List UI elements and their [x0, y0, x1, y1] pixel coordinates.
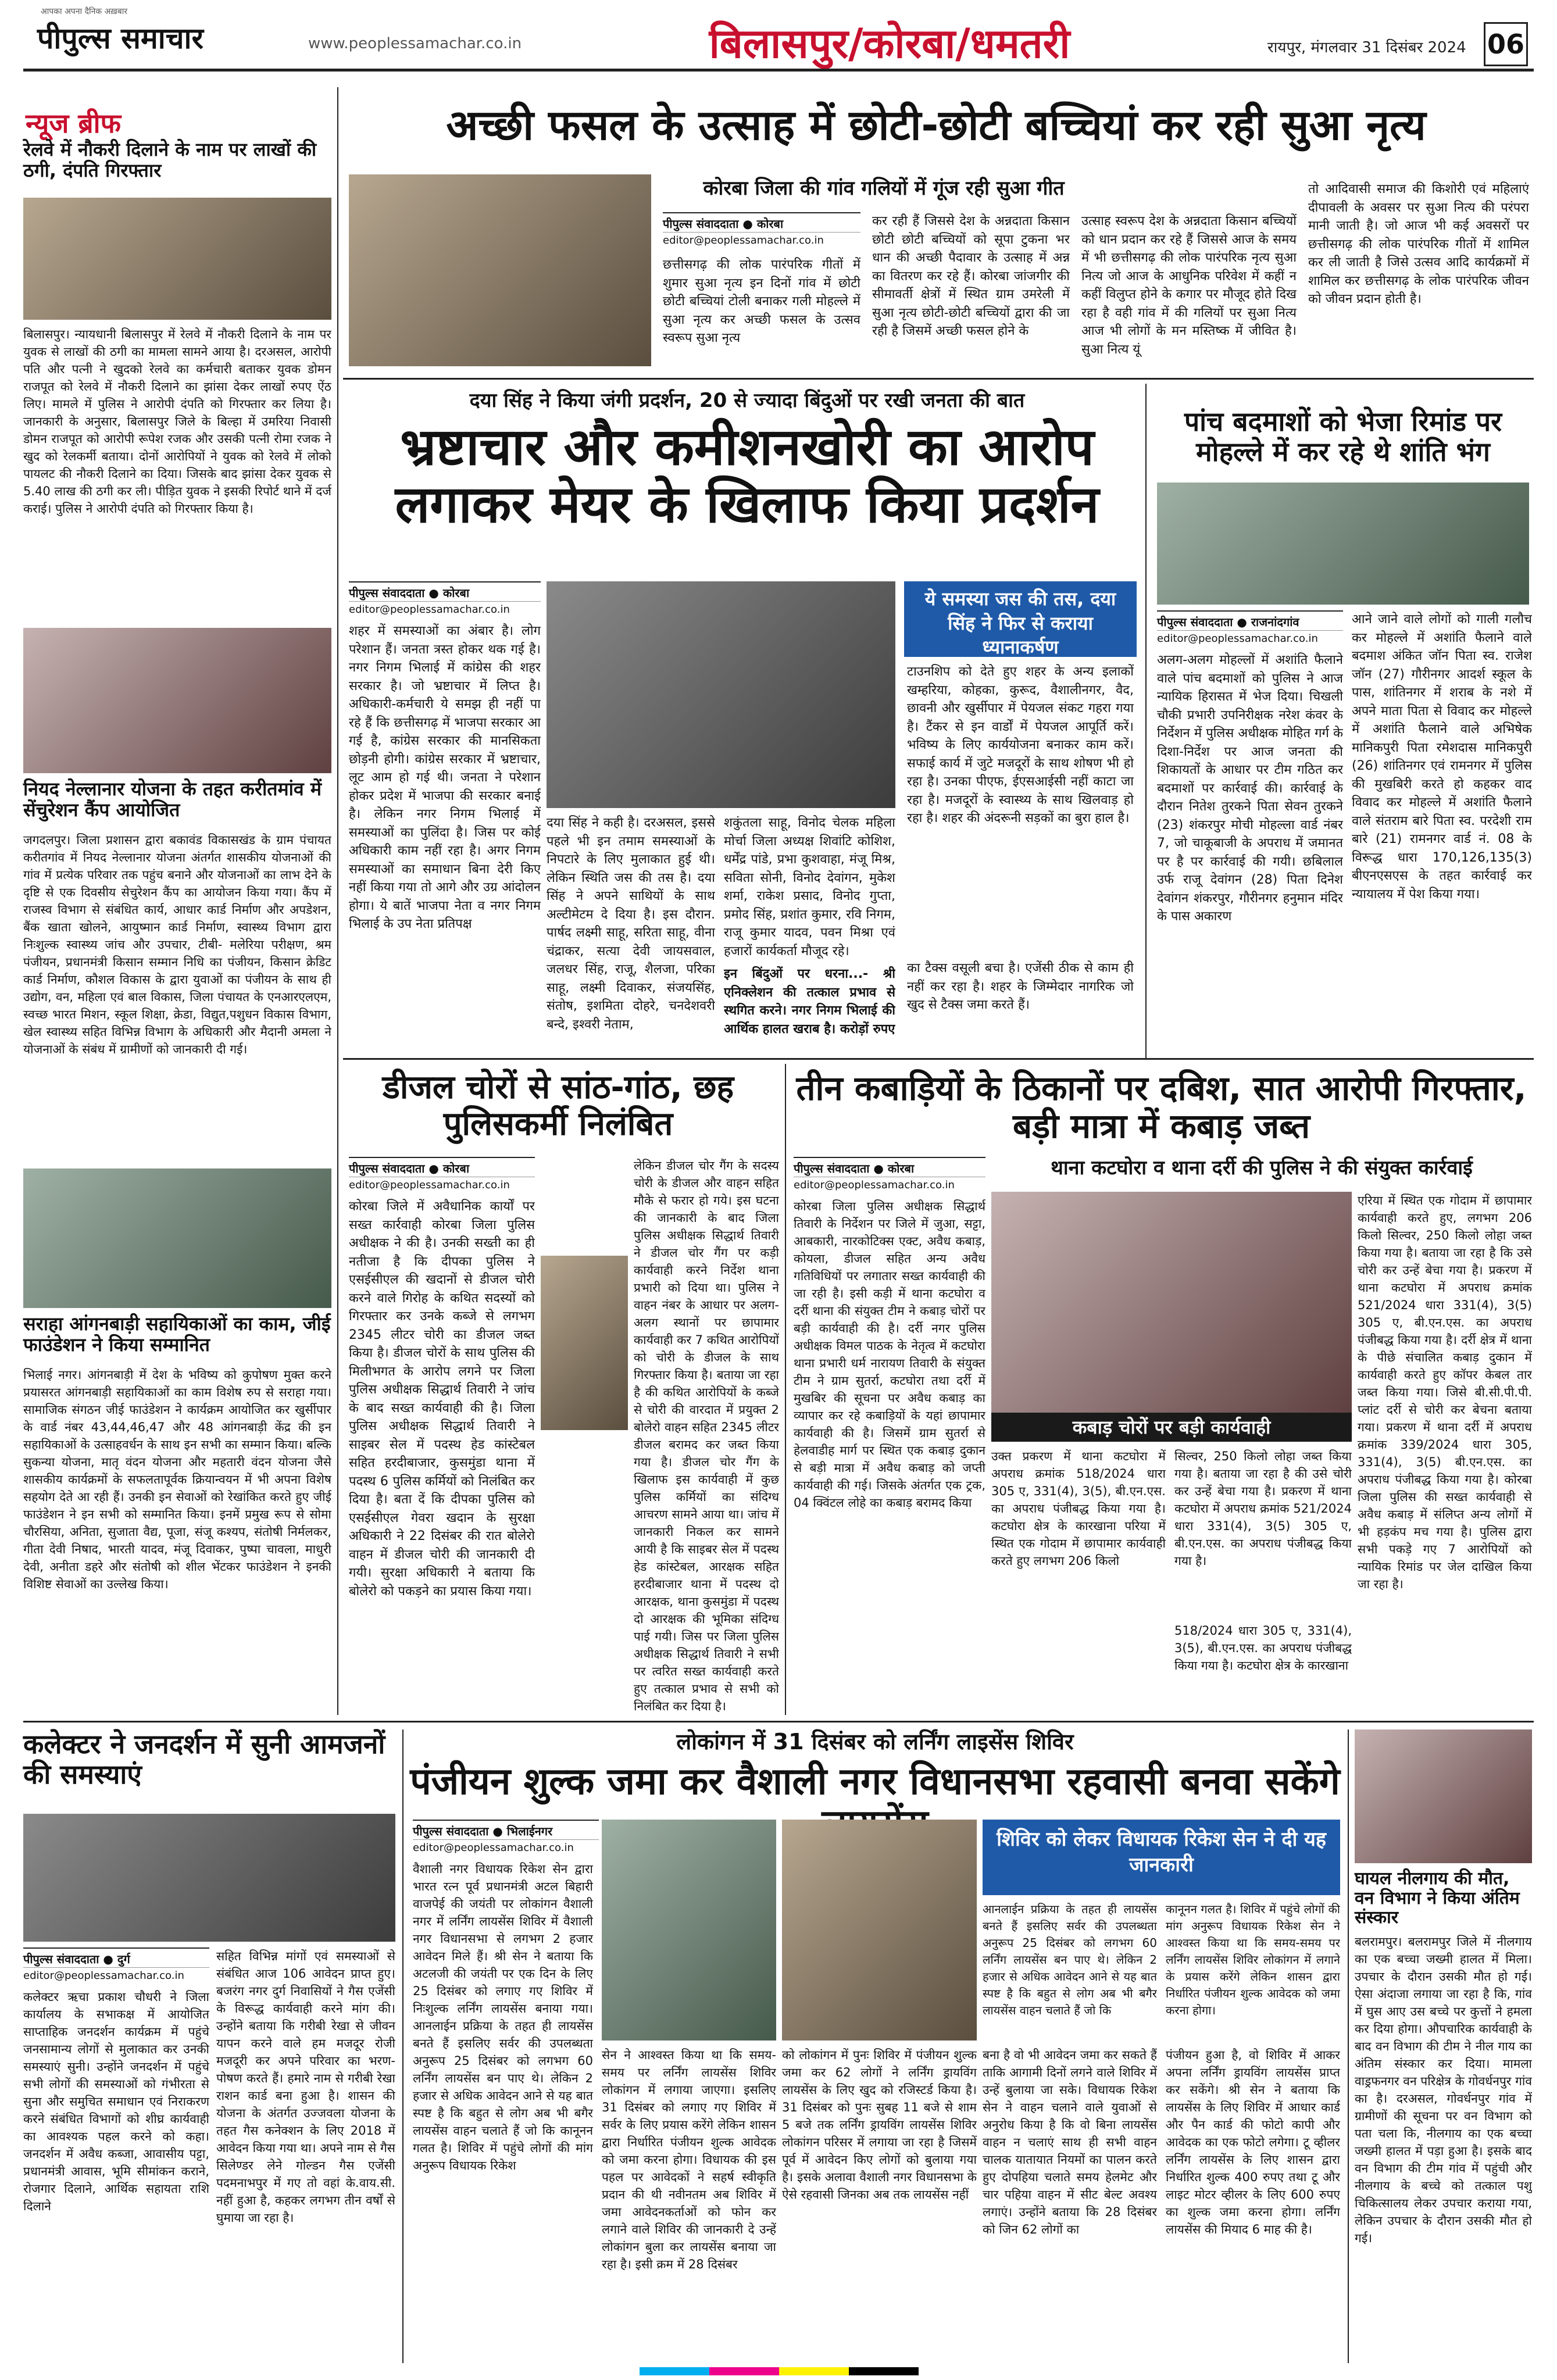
page-number: 06 — [1484, 22, 1528, 66]
masthead-logo-text: पीपुल्स समाचार — [37, 22, 203, 55]
diesel-byline-text: पीपुल्स संवाददाता ● कोरबा — [349, 1162, 470, 1175]
s4-col1: कलेक्टर ऋचा प्रकाश चौधरी ने जिला कार्यालय के सभाकक्ष में आयोजित साप्ताहिक जनदर्शन कार्यक्रम में पहुंचे जनसामान्य लोगों से मुलाकात कर उनकी समस्याएं सुनी। उन्होंने जनदर्शन में पहुंचे सभी लोगों की समस्याओं को गंभीरता से सुना और समुचित समाधान एवं निराकरण करने संबंधित विभागों को शीघ्र कार्यवाही का आवश्यक पहल करने को कहा। जनदर्शन में अवैध कब्जा, आवासीय पट्टा, प्रधानमंत्री आवास, भूमि सीमांकन कराने, रोजगार दिलाने, आर्थिक सहायता राशि दिलाने — [23, 1990, 209, 2213]
masthead — [0, 0, 1557, 70]
s3-photo — [23, 1168, 331, 1308]
top-col4: तो आदिवासी समाज की किशोरी एवं महिलाएं दीपावली के अवसर पर सुआ नित्य की परंपरा मानी जाती है। जो आज भी कई अवसरों पर छत्तीसगढ़ की लोक पारंपरिक गीतों में शामिल कर ली जाती है जिसे उत्सव आदि कार्यक्रमों में शामिल कर छत्तीसगढ़ के लोक पारंपरिक जीवन को जीवन प्रदान होती है। — [1308, 182, 1529, 306]
kabad-byline — [794, 1157, 985, 1193]
diesel-headline: डीजल चोरों से सांठ-गांठ, छह पुलिसकर्मी निलंबित — [382, 1069, 734, 1143]
kabad-subhead: थाना कटघोरा व थाना दर्री की पुलिस ने की संयुक्त कार्रवाई — [1051, 1156, 1473, 1180]
top-byline — [663, 212, 860, 249]
license-byline — [413, 1820, 599, 1856]
lead-byline — [349, 581, 541, 618]
bottom-rule — [23, 1721, 1534, 1723]
license-col4: बना है वो भी आवेदन जमा कर सकते हैं ताकि आगामी दिनों लगने वाले शिविर में उन्हें बुलाया जा सके। विधायक रिकेश सेन ने वाहन चलाने वाले युवाओं से अनुरोध किया है कि वो बिना लायसेंस वाहन न चलाएं साथ ही सभी वाहन चालक यातायात नियमों का पालन करते हुए दोपहिया चलाते समय हेलमेट और चार पहिया वाहन में सीट बेल्ट अवश्य लगाएं। उन्होंने बताया कि 28 दिसंबर को जिन 62 लोगों का — [983, 2048, 1157, 2236]
s1-photo — [23, 198, 331, 320]
s4-col2: सहित विभिन्न मांगों एवं समस्याओं से संबंधित आज 106 आवेदन प्राप्त हुए। बजरंग नगर दुर्ग निवासियों ने गैस एजेंसी के विरूद्ध कार्यवाही करने मांग की। उन्होंने बताया कि गरीबी रेखा से जीवन यापन करने वाले हम मजदूर रोजी मजदूरी कर अपने परिवार का भरण-पोषण करते हैं। हमारे नाम से गरीबी रेखा राशन कार्ड बना हुआ है। शासन की योजना के अंतर्गत उज्जवला योजना के तहत गैस कनेक्शन के लिए 2018 में आवेदन किया गया था। अपने नाम से गैस सिलेण्डर लेने गोल्डन गैस एजेंसी पदमनाभपुर में गए तो वहां के.वाय.सी. नहीं हुआ है, कहकर लगभग तीन वर्षों से घुमाया जा रहा है। — [216, 1949, 395, 2225]
top-email: editor@peoplessamachar.co.in — [663, 232, 860, 249]
rimand-col2: आने जाने वाले लोगों को गाली गलौच कर मोहल्ले में अशांति फैलाने वाले बदमाश अंकित जॉन पिता स्व. राजेश जॉन (27) गौरीनगर आदर्श स्कूल के पास, शांतिनगर में शराब के नशे में अपने माता पिता से विवाद कर मोहल्ले में अशांति फैलाने वाले अभिषेक मानिकपुरी पिता रमेशदास मानिकपुरी (26) शांतिनगर एवं रामनगर में पुलिस की मुखबिरी करते हो कहकर वाद विवाद कर मोहल्ले में अशांति फैलाने वाले संतराम बारे पिता स्व. परदेशी राम बारे (21) रामनगर वार्ड नं. 08 के विरूद्ध धारा 170,126,135(3) बीएनएसएस के तहत कार्रवाई कर न्यायालय में पेश किया गया। — [1352, 612, 1532, 902]
lead-col3: शकुंतला साहू, विनोद चेलक महिला मोर्चा जिला अध्यक्ष शिवांटि कोशिश, धर्मेंद्र पांडे, प्रभा कुशवाहा, मंजू मिश्र, सविता सोनी, विनोद देवांगन, मुकेश शर्मा, राकेश प्रसाद, विनोद गुप्ता, प्रमोद सिंह, प्रशांत कुमार, रवि निगम, राजू कुमार यादव, पवन मिश्रा एवं हजारों कार्यकर्ता मौजूद रहे। — [724, 816, 895, 959]
news-brief-label — [26, 105, 121, 141]
kabad-banner: कबाड़ चोरों पर बड़ी कार्यवाही — [991, 1413, 1352, 1442]
masthead-website: www.peoplessamachar.co.in — [308, 35, 522, 52]
s4-email: editor@peoplessamachar.co.in — [23, 1967, 209, 1984]
lead-kicker: दया सिंह ने किया जंगी प्रदर्शन, 20 से ज्यादा बिंदुओं पर रखी जनता की बात — [469, 389, 1025, 412]
nilgay-headline: घायल नीलगाय की मौत, वन विभाग ने किया अंतिम संस्कार — [1355, 1868, 1520, 1928]
license-boxcol2: कानूनन गलत है। शिविर में पहुंचे लोगों की मांग अनुरूप विधायक रिकेश सेन ने आश्वस्त किया था कि समय-समय पर लर्निंग लायसेंस शिविर लोकांगन में लगाने के प्रयास करेंगे लेकिन शासन द्वारा निर्धारित पंजीयन शुल्क आवेदक को जमा करना होगा। — [1166, 1902, 1340, 2017]
mid-rule — [343, 1058, 1534, 1060]
s4-photo — [23, 1814, 395, 1942]
kabad-col1: कोरबा जिला पुलिस अधीक्षक सिद्धार्थ तिवारी के निर्देशन पर जिले में जुआ, सट्टा, आबकारी, नारकोटिक्स एक्ट, अवैध कबाड़, कोयला, डीजल सहित अन्य अवैध गतिविधियों पर लगातार सख्त कार्यवाही की जा रही है। इसी कड़ी में थाना कटघोरा व दर्री थाना की संयुक्त टीम ने कबाड़ चोरों पर बड़ी कार्यवाही की है। दर्री नगर पुलिस अधीक्षक विमल पाठक के नेतृत्व में कटघोरा थाना प्रभारी धर्म नारायण तिवारी के संयुक्त टीम ने ग्राम सुतर्रा, कटघोरा तथा दर्री में मुखबिर की सूचना पर अवैध कबाड़ का व्यापार कर रहे कबाड़ियों के यहां छापामार कार्यवाही की है। जिसमें ग्राम सुतर्रा से हेलवाडीह मार्ग पर स्थित एक कबाड़ दुकान से बड़ी मात्रा में अवैध कबाड़ को जप्ती कार्यवाही की गई। जिसके अंतर्गत एक ट्रक, 04 क्विंटल लोहे का कबाड़ बरामद किया — [794, 1199, 985, 1510]
kabad-photo — [991, 1192, 1352, 1413]
license-byline-text: पीपुल्स संवाददाता ● भिलाईनगर — [413, 1824, 553, 1838]
kabad-cap2: सिल्वर, 250 किलो लोहा जब्त किया गया है। बताया जा रहा है की उसे चोरी कर उन्हें बेचा गया है। प्रकरण में थाना कटघोरा में अपराध क्रमांक 521/2024 धारा 331(4), 3(5) 305 ए, बी.एन.एस. का अपराध पंजीबद्ध किया गया है। — [1174, 1449, 1352, 1568]
kabad-col2: एरिया में स्थित एक गोदाम में छापामार कार्यवाही करते हुए, लगभग 206 किलो सिल्वर, 250 किलो लोहा जब्त किया गया है। बताया जा रहा है कि उसे चोरी कर उन्हें बेचा गया है। प्रकरण में थाना कटघोरा में अपराध क्रमांक 521/2024 धारा 331(4), 3(5) 305 ए, बी.एन.एस. का अपराध पंजीबद्ध किया गया है। दर्री क्षेत्र में थाना के पीछे संचालित कबाड़ दुकान में कार्यवाही करते हुए कॉपर केबल तार जब्त किया गया। जिसे बी.सी.पी.पी. प्लांट दर्री से चोरी कर बेचना बताया गया। प्रकरण में थाना दर्री में अपराध क्रमांक 339/2024 धारा 305, 331(4), 3(5) बी.एन.एस. का अपराध पंजीबद्ध किया गया है। कोरबा जिला पुलिस की सख्त कार्यवाही से अवैध कबाड़ में संलिप्त अन्य लोगों में भी हड़कंप मच गया है। पुलिस द्वारा सभी पकड़े गए 7 आरोपियों को न्यायिक रिमांड पर जेल दाखिल किया जा रहा है। — [1358, 1193, 1532, 1591]
top-headline: अच्छी फसल के उत्साह में छोटी-छोटी बच्चियां कर रही सुआ नृत्य — [446, 101, 1426, 149]
lead-col4b: का टैक्स वसूली बचा है। एजेंसी ठीक से काम ही नहीं कर रहा है। शहर के जिम्मेदार नागरिक जो खुद से टैक्स जमा करते हैं। — [907, 961, 1134, 1012]
top-rule — [343, 378, 1534, 380]
s2-body: जगदलपुर। जिला प्रशासन द्वारा बकावंड विकासखंड के ग्राम पंचायत करीतगांव में नियद नेल्लानार योजना अंतर्गत शासकीय योजनाओं की गांव में प्रत्येक परिवार तक पहुंच बनाने और योजनाओं का लाभ देने के दृष्टि से एक दिवसीय सेचुरेशन कैंप का आयोजन किया गया। कैंप में राजस्व विभाग से संबंधित कार्य, आधार कार्ड निर्माण और अपडेशन, बैंक खाता खोलने, आयुष्मान कार्ड निर्माण, स्वास्थ्य विभाग द्वारा निःशुल्क स्वास्थ्य जांच और उपचार, टीबी- मलेरिया परीक्षण, श्रम पंजीयन, प्रधानमंत्री किसान सम्मान निधि का पंजीयन, किसान क्रेडिट कार्ड निर्माण, कौशल विकास के द्वारा युवाओं का पंजीयन के साथ ही उद्योग, वन, महिला एवं बाल विकास, जिला पंचायत के एनआरएलएम, स्वच्छ भारत मिशन, स्कूल शिक्षा, क्रेडा, विद्युत,पशुधन विकास विभाग, खेल स्वास्थ्य सहित विभिन्न विभाग के अधिकारी और मैदानी अमला ने योजनाओं के संबंध में ग्रामीणों को जानकारी दी गई। — [23, 833, 331, 1056]
news-brief-text: न्यूज ब्रीफ — [26, 108, 122, 139]
s2-headline: नियद नेल्लानार योजना के तहत करीतमांव में सेंचुरेशन कैंप आयोजित — [23, 778, 322, 821]
s4-byline-text: पीपुल्स संवाददाता ● दुर्ग — [23, 1952, 130, 1966]
left-column-divider — [337, 87, 338, 1715]
top-subhead: कोरबा जिला की गांव गलियों में गूंज रही सुआ गीत — [703, 177, 1065, 200]
rimand-byline — [1157, 610, 1343, 647]
license-col3: को लोकांगन में पुनः शिविर में पंजीयन शुल्क जमा कर 62 लोगों ने लर्निंग ड्रायविंग लायसेंस के लिए खुद को रजिस्टर्ड किया है। 31 दिसंबर को पुनः सुबह 11 बजे से शाम 5 बजे तक लर्निंग ड्रायविंग लायसेंस शिविर लोकांगन परिसर में लगाया जा रहा है जिसमें पूर्व में आवेदन किए लोगों को बुलाया गया है। इसके अलावा वैशाली नगर विधानसभा के ऐसे रहवासी जिनका अब तक लायसेंस नहीं — [782, 2048, 977, 2202]
s2-photo — [23, 628, 331, 773]
registration-marks — [640, 2367, 919, 2375]
s4-headline: कलेक्टर ने जनदर्शन में सुनी आमजनों की समस्याएं — [23, 1728, 385, 1790]
diesel-byline — [349, 1157, 535, 1193]
rimand-headline: पांच बदमाशों को भेजा रिमांड पर मोहल्ले में कर रहे थे शांति भंग — [1184, 406, 1502, 467]
masthead-tagline: आपका अपना दैनिक अख़बार — [41, 7, 128, 16]
s4-byline — [23, 1947, 209, 1984]
lead-col4: टाउनशिप को देते हुए शहर के अन्य इलाकों खम्हरिया, कोहका, कुरूद, वैशालीनगर, वैद, छावनी और खुर्सीपार में पेयजल संकट गहरा गया है। टैंकर से इन वार्डों में पेयजल आपूर्ति करें। भविष्य के लिए कार्ययोजना बनाकर काम करें। सफाई कार्य में जुटे मजदूरों के साथ शोषण भी हो रहा है। उनका पीएफ, ईएसआईसी नहीं काटा जा रहा है। मजदूरों के स्वास्थ्य के साथ खिलवाड़ हो रहा है। शहर की अंदरूनी सड़कों का बुरा हाल है। — [907, 664, 1134, 826]
license-kicker: लोकांगन में 31 दिसंबर को लर्निंग लाइसेंस शिविर — [676, 1729, 1074, 1754]
kabad-email: editor@peoplessamachar.co.in — [794, 1177, 985, 1193]
masthead-rule — [23, 69, 1534, 72]
license-headline: पंजीयन शुल्क जमा कर वैशाली नगर विधानसभा रहवासी बनवा सकेंगे — [410, 1760, 1340, 1803]
rimand-col1: अलग-अलग मोहल्लों में अशांति फैलाने वाले पांच बदमाशों को पुलिस ने आज न्यायिक हिरासत में भेज दिया। चिखली चौकी प्रभारी उपनिरीक्षक नरेश कंवर के निर्देशन में पुलिस अधीक्षक मोहित गर्ग के दिशा-निर्देश पर आज जनता की शिकायतों के आधार पर टीम गठित कर बदमाशों पर कार्रवाई की। कार्रवाई के दौरान नितेश तुरकने पिता सेवन तुरकने (23) शंकरपुर मोची मोहल्ला वार्ड नंबर 7, जो चाकूबाजी के अपराध में जमानत पर है पर कार्रवाई की गयी। छबिलाल उर्फ राजू देवांगन (28) पिता दिनेश देवांगन शंकरपुर, गौरीनगर हनुमान मंदिर के पास अकारण — [1157, 653, 1343, 924]
diesel-col1: कोरबा जिले में अवैधानिक कार्यों पर सख्त कार्रवाही कोरबा जिला पुलिस अधीक्षक ने की है। उनकी सख्ती का ही नतीजा है कि दीपका पुलिस ने एसईसीएल की खदानों से डीजल चोरी करने वाले गिरोह के कथित सदस्यों को गिरफ्तार कर उनके कब्जे से लगभग 2345 लीटर चोरी का डीजल जब्त किया है। डीजल चोरों के साथ पुलिस की मिलीभगत के आरोप लगने पर जिला पुलिस अधीक्षक सिद्धार्थ तिवारी ने जांच के बाद सख्त कार्यवाही की है। जिला पुलिस अधीक्षक सिद्धार्थ तिवारी ने साइबर सेल में पदस्थ हेड कांस्टेबल सहित हरदीबाजार, कुसमुंडा थाना में पदस्थ 6 पुलिस कर्मियों को निलंबित कर दिया है। बता दें कि दीपका पुलिस को एसईसीएल गेवरा खदान के सुरक्षा अधिकारी ने 22 दिसंबर की रात बोलेरो वाहन में डीजल चोरी की जानकारी दी गयी। सुरक्षा अधिकारी ने बताया कि बोलेरो को पकड़ने का प्रयास किया गया। — [349, 1199, 535, 1599]
masthead-edition: बिलासपुर/कोरबा/धमतरी — [709, 20, 1070, 67]
rimand-byline-text: पीपुल्स संवाददाता ● राजनांदगांव — [1157, 615, 1299, 629]
nilgay-body: बलरामपुर। बलरामपुर जिले में नीलगाय का एक बच्चा जख्मी हालत में मिला। उपचार के दौरान उसकी मौत हो गई। ऐसा अंदाजा लगाया जा रहा है कि, गांव में घुस आए उस बच्चे पर कुत्तों ने हमला कर दिया होगा। औपचारिक कार्यवाही के बाद वन विभाग की टीम ने नील गाय का अंतिम संस्कार कर दिया। मामला वाड्रफनगर वन परिक्षेत्र के गोवर्धनपुर गांव का है। दरअसल, गोवर्धनपुर गांव में ग्रामीणों की सूचना पर वन विभाग को पता चला कि, नीलगाय का एक बच्चा जख्मी हालत में पड़ा हुआ है। इसके बाद वन विभाग की टीम गांव में पहुंची और नीलगाय के बच्चे को तत्काल पशु चिकित्सालय लेकर उपचार कराया गया, लेकिन उपचार के दौरान उसकी मौत हो गई। — [1355, 1935, 1532, 2245]
masthead-logo — [37, 7, 310, 58]
diesel-photo — [541, 1256, 628, 1430]
top-photo — [349, 174, 651, 366]
license-email: editor@peoplessamachar.co.in — [413, 1839, 599, 1856]
s1-headline: रेलवे में नौकरी दिलाने के नाम पर लाखों की ठगी, दंपति गिरफ्तार — [23, 138, 317, 181]
diesel-divider — [785, 1064, 786, 1715]
masthead-dateline: रायपुर, मंगलवार 31 दिसंबर 2024 — [1267, 39, 1466, 56]
rimand-email: editor@peoplessamachar.co.in — [1157, 630, 1343, 647]
license-boxcol1: आनलाईन प्रक्रिया के तहत ही लायसेंस बनते हैं इसलिए सर्वर की उपलब्धता अनुरूप 25 दिसंबर को लगभग 60 लर्निंग लायसेंस बन पाए थे। लेकिन 2 हजार से अधिक आवेदन आने से यह बात स्पष्ट है कि बहुत से लोग अब भी बगैर लायसेंस वाहन चलाते हैं जो कि — [983, 1902, 1157, 2017]
lead-photo — [547, 581, 895, 808]
license-callout-box: शिविर को लेकर विधायक रिकेश सेन ने दी यह जानकारी — [983, 1820, 1340, 1895]
license-col1: वैशाली नगर विधायक रिकेश सेन द्वारा भारत रत्न पूर्व प्रधानमंत्री अटल बिहारी वाजपेई की जयंती पर लोकांगन वैशाली नगर में लर्निंग लायसेंस शिविर में वैशाली नगर विधानसभा से लगभग 2 हजार आवेदन मिले हैं। श्री सेन ने बताया कि अटलजी की जयंती पर एक दिन के लिए 25 दिसंबर को लगाए गए शिविर में निःशुल्क लर्निंग लायसेंस बनाया गया। आनलाईन प्रक्रिया के तहत ही लायसेंस बनते हैं इसलिए सर्वर की उपलब्धता अनुरूप 25 दिसंबर को लगभग 60 लर्निंग लायसेंस बन पाए थे। लेकिन 2 हजार से अधिक आवेदन आने से यह बात स्पष्ट है कि बहुत से लोग अब भी बगैर लायसेंस वाहन चलाते हैं जो कि कानूनन गलत है। शिविर में पहुंचे लोगों की मांग अनुरूप विधायक रिकेश — [413, 1862, 593, 2172]
kabad-cap1: उक्त प्रकरण में थाना कटघोरा में अपराध क्रमांक 518/2024 धारा 305 ए, 331(4), 3(5), बी.एन.एस. का अपराध पंजीबद्ध किया गया है। कटघोरा क्षेत्र के कारखाना परिया में स्थित एक गोदाम में छापामार कार्यवाही करते हुए लगभग 206 किलो — [991, 1449, 1166, 1568]
top-col2: कर रही हैं जिससे देश के अन्नदाता किसान छोटी छोटी बच्चियों को सूपा टुकना भर धान की अच्छी पैदावार के उत्साह में अन्न का वितरण कर रहे हैं। कोरबा जांजगीर की सीमावर्ती क्षेत्रों में स्थित ग्राम उमरेली में सुआ नृत्य छोटी-छोटी बच्चियों द्वारा की जा रही है जिसमें अच्छी फसल होने के — [872, 214, 1070, 338]
lead-col2: दया सिंह ने कही है। दरअसल, इससे पहले भी इन तमाम समस्याओं के निपटारे के लिए मुलाकात हुई थी। लेकिन स्थिति जस की तस है। दया सिंह ने अपने साथियों के साथ अल्टीमेटम दे दिया है। इस दौरान. पार्षद लक्ष्मी साहू, सरिता साहू, वीना चंद्राकर, सत्या देवी जायसवाल, जलधर सिंह, राजू, शैलजा, परिका साहू, लक्ष्मी दिवाकर, संजयसिंह, संतोष, इशमिता दोहरे, चनदेशवरी बन्दे, इश्वरी नेताम, — [547, 816, 715, 1032]
diesel-email: editor@peoplessamachar.co.in — [349, 1177, 535, 1193]
nilgay-photo — [1355, 1729, 1532, 1863]
lead-email: editor@peoplessamachar.co.in — [349, 601, 541, 618]
license-photo-1 — [602, 1820, 776, 2040]
lead-col1: शहर में समस्याओं का अंबार है। लोग परेशान हैं। जनता त्रस्त होकर थक गई है। नगर निगम भिलाई में कांग्रेस की शहर सरकार है। जो भ्रष्टाचार में लिप्त है। अधिकारी-कर्मचारी ये समझ ही नहीं पा रहे हैं कि छत्तीसगढ़ में भाजपा सरकार आ गई है, कांग्रेस सरकार की मानसिकता छोड़नी होगी। कांग्रेस सरकार में भ्रष्टाचार, लूट आम हो गई थी। जनता ने परेशान होकर प्रदेश में भाजपा की सरकार बनाई है। लेकिन नगर निगम भिलाई में समस्याओं का पुलिंदा है। जिस पर कोई अधिकारी काम नहीं रहा है। अगर निगम समस्याओं का समाधान बिना देरी किए नहीं किया गया तो आगे और उग्र आंदोलन होगा। ये बातें भाजपा नेता व नगर निगम भिलाई के उप नेता प्रतिपक्ष — [349, 624, 541, 931]
s1-body: बिलासपुर। न्यायधानी बिलासपुर में रेलवे में नौकरी दिलाने के नाम पर युवक से लाखों की ठगी का मामला सामने आया है। दरअसल, आरोपी पति और पत्नी ने खुदको रेलवे का कर्मचारी बताकर युवक डोमन राजपूत को रेलवे में नौकरी दिलाने का झांसा देकर लाखों रुपए ऐंठ लिए। मामले में पुलिस ने आरोपी दंपति को गिरफ्तार कर लिया है। जानकारी के अनुसार, बिलासपुर जिले के बिल्हा में उमरिया निवासी डोमन राजपूत को आरोपी रूपेश रजक और उसकी पत्नी रोमा रजक ने खुद को रेलकर्मी बताया। दोनों आरोपियों ने युवक को रेलवे में लोको पायलट की नौकरी दिलाने का दिया। जिसके बाद झांसा देकर युवक से 5.40 लाख की ठगी कर ली। पीड़ित युवक ने इसकी रिपोर्ट थाने में दर्ज कराई। पुलिस ने आरोपी दंपति को गिरफ्तार किया है। — [23, 327, 331, 516]
kabad-cap3: 518/2024 धारा 305 ए, 331(4), 3(5), बी.एन.एस. का अपराध पंजीबद्ध किया गया है। कटघोरा क्षेत्र के कारखाना — [1174, 1624, 1352, 1673]
kabad-byline-text: पीपुल्स संवाददाता ● कोरबा — [794, 1162, 915, 1175]
lead-col3b-text: इन बिंदुओं पर धरना...- श्री एनिक्लेशन की तत्काल प्रभाव से स्थगित करने। नगर निगम भिलाई की आर्थिक हालत खराब है। करोड़ों रुपए — [724, 967, 895, 1037]
top-byline-text: पीपुल्स संवाददाता ● कोरबा — [663, 217, 784, 231]
license-photo-2 — [782, 1820, 977, 2040]
lead-byline-text: पीपुल्स संवाददाता ● कोरबा — [349, 586, 470, 600]
lead-col3b — [724, 965, 895, 1052]
kabad-headline: तीन कबाड़ियों के ठिकानों पर दबिश, सात आरोपी गिरफ्तार, बड़ी मात्रा में कबाड़ जब्त — [796, 1069, 1527, 1146]
lead-right-divider — [1145, 384, 1147, 1058]
lead-headline: भ्रष्टाचार और कमीशनखोरी का आरोप लगाकर मेयर के खिलाफ किया प्रदर्शन — [395, 417, 1099, 534]
license-divider — [1348, 1729, 1349, 2363]
license-col5: पंजीयन हुआ है, वो शिविर में आकर अपना लर्निंग ड्रायविंग लायसेंस प्राप्त कर सकेंगे। श्री सेन ने बताया कि लायसेंस के लिए शिविर में आधार कार्ड और पैन कार्ड की फोटो कापी और आवेदक का एक फोटो लगेगा। टू व्हीलर लर्निंग लायसेंस के लिए शासन द्वारा निर्धारित शुल्क 400 रुपए तथा टू और लाइट मोटर व्हीलर के लिए 600 रुपए का शुल्क जमा करना होगा। लर्निंग लायसेंस की मियाद 6 माह की है। — [1166, 2048, 1340, 2236]
lead-callout-box: ये समस्या जस की तस, दया सिंह ने फिर से कराया ध्यानाकर्षण — [904, 581, 1137, 657]
top-col1: छत्तीसगढ़ की लोक पारंपरिक गीतों में शुमार सुआ नृत्य इन दिनों गांव में छोटी छोटी बच्चियां टोली बनाकर गली मोहल्ले में सुआ नृत्य कर अच्छी फसल के उत्सव स्वरूप सुआ नृत्य — [663, 258, 860, 345]
rimand-photo — [1157, 483, 1529, 605]
diesel-col2: लेकिन डीजल चोर गैंग के सदस्य चोरी के डीजल और वाहन सहित मौके से फरार हो गये। इस घटना की जानकारी के बाद जिला पुलिस अधीक्षक सिद्धार्थ तिवारी ने डीजल चोर गैंग पर कड़ी कार्यवाही करने निर्देश थाना प्रभारी को दिया था। पुलिस ने वाहन नंबर के आधार पर अलग-अलग स्थानों पर छापामार कार्यवाही कर 7 कथित आरोपियों को चोरी के डीजल के साथ गिरफ्तार किया है। बताया जा रहा है की कथित आरोपियों के कब्जे से चोरी की वारदात में प्रयुक्त 2 बोलेरो वाहन सहित 2345 लीटर डीजल बरामद कर जब्त किया गया है। डीजल चोर गैंग के खिलाफ इस कार्यवाही में कुछ पुलिस कर्मियों का संदिग्ध आचरण सामने आया था। जांच में जानकारी निकल कर सामने आयी है कि साइबर सेल में पदस्थ हेड कांस्टेबल, आरक्षक सहित हरदीबाजार थाना में पदस्थ दो आरक्षक, थाना कुसमुंडा में पदस्थ दो आरक्षक की भूमिका संदिग्ध पाई गयी। जिस पर जिला पुलिस अधीक्षक सिद्धार्थ तिवारी ने सभी पर त्वरित सख्त कार्यवाही करते हुए तत्काल प्रभाव से सभी को निलंबित कर दिया है। — [634, 1159, 779, 1713]
s3-headline: सराहा आंगनबाड़ी सहायिकाओं का काम, जीई फाउंडेशन ने किया सम्मानित — [23, 1313, 331, 1356]
s4-divider — [402, 1729, 403, 2363]
license-col2: सेन ने आश्वस्त किया था कि समय-समय पर लर्निंग लायसेंस शिविर लोकांगन में लगाया जाएगा। इसलिए 31 दिसंबर को लगाए गए शिविर में सर्वर के लिए प्रयास करेंगे लेकिन शासन द्वारा निर्धारित पंजीयन शुल्क आवेदक को जमा करना होगा। विधायक की इस पहल पर आवेदकों ने सहर्ष स्वीकृति प्रदान की थी नवीनतम अब शिविर में जमा आवेदनकर्ताओं को फोन कर लगाने वाले शिविर की जानकारी दे उन्हें लोकांगन बुला कर लायसेंस बनाया जा रहा है। इसी क्रम में 28 दिसंबर — [602, 2048, 776, 2271]
s3-body: भिलाई नगर। आंगनबाड़ी में देश के भविष्य को कुपोषण मुक्त करने प्रयासरत आंगनबाड़ी सहायिकाओं का काम विशेष रुप से सराहा गया। सामाजिक संगठन जीई फाउंडेशन ने कार्यक्रम आयोजित कर खुर्सीपार के वार्ड नंबर 43,44,46,47 और 48 आंगनबाड़ी केंद्र की इन सहायिकाओं के उत्साहवर्धन के साथ इन सभी का सम्मान किया। बल्कि सुकन्या योजना, मातृ वंदन योजना और महतारी वंदन योजना जैसे शासकीय कार्यक्रमों के सफलतापूर्वक क्रियान्वयन में भी अपना विशेष सहयोग देते आ रही हैं। उनकी इन सेवाओं को रेखांकित करते हुए जीई फाउंडेशन ने इन सभी को सम्मानित किया। इनमें प्रमुख रूप से सोमा चौरसिया, अनिता, सुजाता वैद्य, पूजा, संजू कश्यप, संतोषी निर्मलकर, गीता देवी निषाद, भारती यादव, मंजू दिवाकर, पुष्पा चावला, माधुरी देवी, अनीता डहरे और संतोषी को शील भेंटकर फाउंडेशन ने इनकी विशिष्ट सेवाओं का उल्लेख किया। — [23, 1368, 331, 1591]
top-col3: उत्साह स्वरूप देश के अन्नदाता किसान बच्चियों को धान प्रदान कर रहे हैं जिससे आज के समय में भी छत्तीसगढ़ की लोक पारंपरिक नृत्य सुआ नित्य जो आज के आधुनिक परिवेश में कहीं न कहीं विलुप्त होने के कगार पर मौजूद होते दिख रहा है वही गांव में की गलियों पर सुआ नित्य आज भी लोगों के मन मस्तिष्क में जीवित है। सुआ नित्य यूं — [1081, 214, 1297, 357]
